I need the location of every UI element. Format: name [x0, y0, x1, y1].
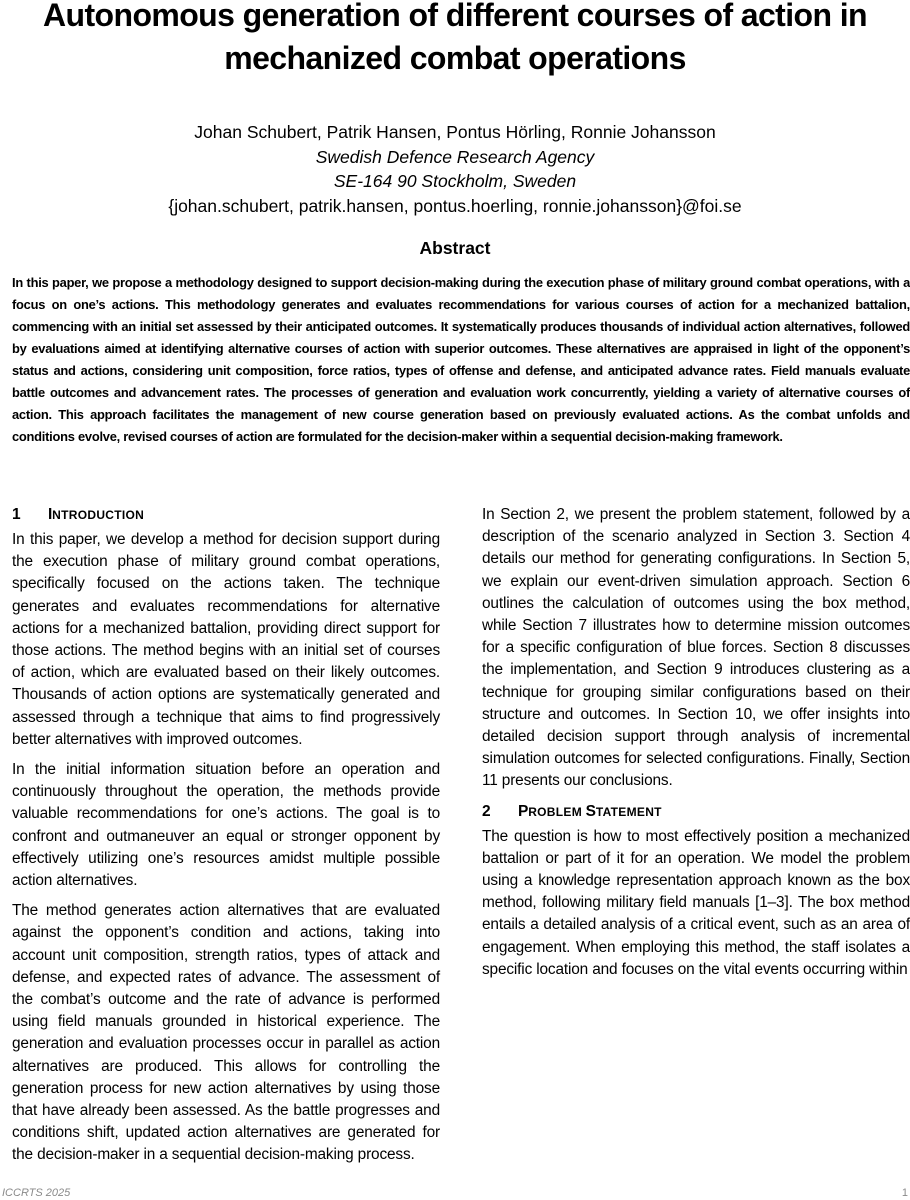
author-names: Johan Schubert, Patrik Hansen, Pontus Hörling, Ronnie Johansson: [194, 122, 716, 142]
intro-paragraph-1: In this paper, we develop a method for decision support during the execution phase of military ground combat operations, specifically focused on the actions taken. The technique generates and evaluates recommendations for alternative actions for a mechanized battalion, providing direct support for those actions. The method begins with an initial set of courses of action, which are evaluated based on their likely outcomes. Thousands of action options are systematically generated and assessed through a technique that aims to find progressively better alternatives with improved outcomes.: [12, 531, 440, 748]
address: SE-164 90 Stockholm, Sweden: [333, 171, 577, 191]
abstract-text: In this paper, we propose a methodology designed to support decision-making during the execution phase of military ground combat operations, with a focus on one’s actions. This methodology generates and evaluates recommendations for various courses of action for a mechanized battalion, commencing with an initial set assessed by their anticipated outcomes. It systematically produces thousands of individual action alternatives, followed by evaluations aimed at identifying alternative courses of action with superior outcomes. These alternatives are appraised in light of the opponent’s status and actions, considering unit composition, force ratios, types of offense and defense, and anticipated advance rates. Field manuals evaluate battle outcomes and advancement rates. The processes of generation and evaluation work concurrently, yielding a variety of alternative courses of action. This approach facilitates the management of new course generation based on previously evaluated actions. As the combat unfolds and conditions evolve, revised courses of action are formulated for the decision-maker within a sequential decision-making framework.: [12, 275, 910, 444]
left-column: [12, 504, 440, 1175]
section-title-initial: I: [48, 506, 53, 523]
affiliation: Swedish Defence Research Agency: [315, 146, 595, 167]
author-emails: {johan.schubert, patrik.hansen, pontus.hoerling, ronnie.johansson}@foi.se: [168, 195, 742, 216]
section-heading-problem-statement: [482, 801, 910, 823]
section-number: 1: [12, 506, 21, 523]
section-title-rest: TATEMENT: [595, 804, 662, 819]
title-line-1: Autonomous generation of different courses of action in: [43, 0, 867, 33]
section-heading-introduction: [12, 504, 440, 526]
footer-conference: ICCRTS 2025: [2, 1187, 71, 1199]
intro-paragraph-3: The method generates action alternatives that are evaluated against the opponent’s condition and actions, taking into account unit composition, strength ratios, types of attack and defense, and expected rates of advance. The assessment of the combat’s outcome and the rate of advance is performed using field manuals grounded in historical experience. The generation and evaluation processes occur in parallel as action alternatives are produced. This allows for controlling the generation process for new action alternatives by using those that have already been assessed. As the battle progresses and conditions shift, updated action alternatives are generated for the decision-maker in a sequential decision-making process.: [12, 902, 440, 1164]
intro-paragraph-4: In Section 2, we present the problem statement, followed by a description of the scenario analyzed in Section 3. Section 4 details our method for generating configurations. In Section 5, we explain our event-driven simulation approach. Section 6 outlines the calculation of outcomes using the box method, while Section 7 illustrates how to determine mission outcomes for a specific configuration of blue forces. Section 8 discusses the implementation, and Section 9 introduces clustering as a technique for grouping similar configurations based on their structure and outcomes. In Section 10, we offer insights into detailed decision support through analysis of incremental simulation outcomes for selected configurations. Finally, Section 11 presents our conclusions.: [482, 506, 910, 790]
problem-paragraph-1: The question is how to most effectively position a mechanized battalion or part of it for an operation. We model the problem using a knowledge representation approach known as the box method, following military field manuals [1–3]. The box method entails a detailed analysis of a critical event, such as an area of engagement. When employing this method, the staff isolates a specific location and focuses on the vital events occurring within: [482, 827, 910, 978]
right-column: [482, 504, 910, 989]
section-title-rest: NTRODUCTION: [52, 508, 145, 522]
section-title-initial: P: [518, 802, 529, 820]
author-block: [0, 120, 910, 218]
section-title-initial: S: [585, 802, 596, 820]
paper-title: [20, 0, 890, 80]
footer-page-number: 1: [901, 1187, 908, 1199]
title-line-2: mechanized combat operations: [224, 40, 686, 76]
section-number: 2: [482, 802, 491, 820]
section-title-rest: ROBLEM: [528, 804, 586, 819]
intro-paragraph-2: In the initial information situation before an operation and continuously throughout the operation, the methods provide valuable recommendations for one’s actions. The goal is to confront and outmaneuver an equal or stronger opponent by effectively utilizing one’s resources amidst multiple possible action alternatives.: [12, 761, 440, 890]
abstract-heading: Abstract: [419, 238, 491, 258]
